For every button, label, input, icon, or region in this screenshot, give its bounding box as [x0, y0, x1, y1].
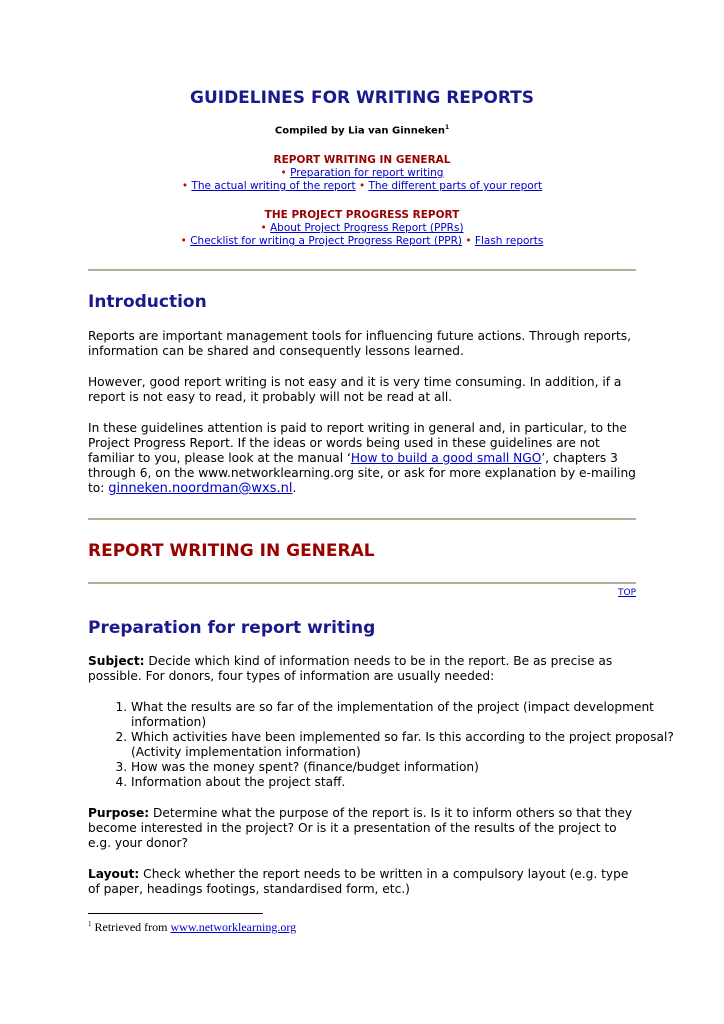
intro-p3-text-b: ’, chapters 3 through 6, on the www.networklearning.org site, or ask for more explanation by e-mailing to:	[88, 451, 636, 495]
subject-paragraph	[88, 654, 636, 684]
layout-label: Layout:	[88, 867, 140, 881]
preparation-heading: Preparation for report writing	[88, 618, 376, 638]
footnote-mark: 1	[88, 920, 92, 928]
toc-link-flash-reports[interactable]: Flash reports	[474, 235, 544, 247]
toc-link-checklist[interactable]: Checklist for writing a Project Progress Report (PPR)	[190, 235, 463, 247]
intro-p3-text-c: .	[292, 481, 297, 495]
bullet: •	[280, 167, 287, 179]
info-types-list	[88, 700, 679, 790]
toc-link-actual-writing[interactable]: The actual writing of the report	[191, 180, 356, 192]
toc-general	[88, 154, 636, 193]
divider	[88, 269, 636, 271]
intro-paragraph-1: Reports are important management tools for influencing future actions. Through reports, information can be shared and consequently lessons learned.	[88, 329, 632, 358]
footnote-text: Retrieved from	[91, 920, 171, 934]
list-item: 1. What the results are so far of the implementation of the project (impact development information)	[131, 700, 679, 730]
footnote	[88, 920, 296, 935]
purpose-label: Purpose:	[88, 806, 150, 820]
list-item: 2. Which activities have been implemented so far. Is this according to the project proposal? (Activity implementation information)	[131, 730, 679, 760]
intro-p3-text-a: In these guidelines attention is paid to report writing in general and, in particular, to the Project Progress Report. If the ideas or words being used in these guidelines are not familiar to you, please look at the manual ‘	[88, 421, 627, 465]
bullet: •	[260, 222, 267, 234]
intro-paragraph-2: However, good report writing is not easy and it is very time consuming. In addition, if a report is not easy to read, it probably will not be read at all.	[88, 375, 622, 404]
bullet: •	[465, 235, 472, 247]
email-link[interactable]: ginneken.noordman@wxs.nl	[108, 481, 293, 496]
divider	[88, 582, 636, 584]
purpose-paragraph	[88, 806, 636, 851]
toc-link-different-parts[interactable]: The different parts of your report	[368, 180, 543, 192]
purpose-text: Determine what the purpose of the report is. Is it to inform others so that they become interested in the project? Or is it a presentation of the results of the project to e.g. your donor?	[88, 806, 633, 850]
bullet: •	[181, 180, 189, 192]
general-heading: REPORT WRITING IN GENERAL	[88, 541, 375, 561]
toc-line-2	[88, 180, 636, 193]
divider	[88, 518, 636, 520]
footnote-marker: 1	[444, 124, 450, 131]
layout-text: Check whether the report needs to be written in a compulsory layout (e.g. type of paper, headings footings, standardised form, etc.)	[88, 867, 629, 896]
list-item: 4. Information about the project staff.	[131, 775, 679, 790]
bullet: •	[180, 235, 187, 247]
toc-line-4	[88, 235, 636, 248]
toc-link-preparation[interactable]: Preparation for report writing	[290, 167, 444, 179]
toc-ppr	[88, 209, 636, 248]
toc-head-ppr: THE PROJECT PROGRESS REPORT	[264, 209, 460, 221]
bullet: •	[358, 180, 366, 192]
intro-paragraph-3	[88, 421, 636, 496]
compiled-by-text: Compiled by Lia van Ginneken	[274, 125, 445, 137]
subject-label: Subject:	[88, 654, 145, 668]
compiled-by	[88, 124, 636, 136]
list-item: 3. How was the money spent? (finance/budget information)	[131, 760, 679, 775]
toc-line-1	[88, 167, 636, 180]
footnote-divider	[88, 913, 263, 914]
manual-link[interactable]: How to build a good small NGO	[350, 451, 542, 465]
footnote-link[interactable]: www.networklearning.org	[170, 920, 297, 934]
subject-text: Decide which kind of information needs to be in the report. Be as precise as possible. For donors, four types of information are usually needed:	[88, 654, 613, 683]
top-link[interactable]: TOP	[617, 588, 636, 598]
document-title: GUIDELINES FOR WRITING REPORTS	[189, 88, 534, 108]
intro-heading: Introduction	[88, 292, 207, 312]
toc-line-3	[88, 222, 636, 235]
layout-paragraph	[88, 867, 636, 897]
toc-link-about-ppr[interactable]: About Project Progress Report (PPRs)	[269, 222, 464, 234]
toc-head-general: REPORT WRITING IN GENERAL	[273, 154, 451, 166]
